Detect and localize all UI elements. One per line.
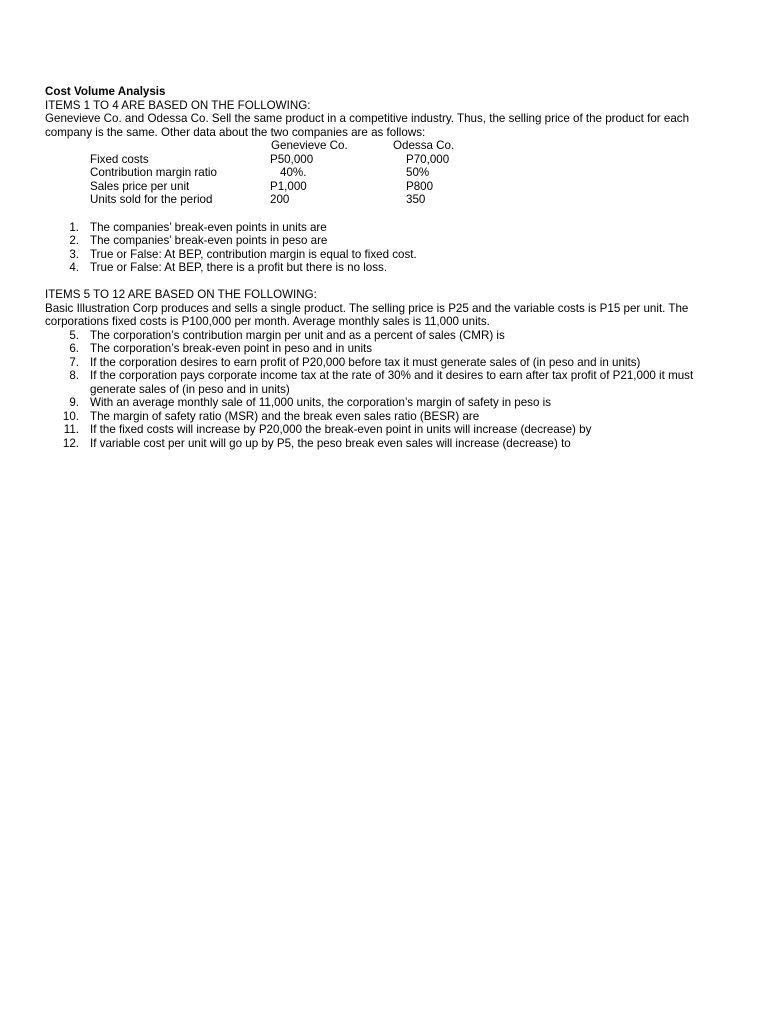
item-number: 11.	[63, 423, 79, 436]
item-number: 7.	[69, 355, 79, 369]
item-number: 10.	[62, 409, 79, 423]
row-label: Contribution margin ratio	[90, 166, 217, 179]
document-title: Cost Volume Analysis	[45, 85, 166, 98]
table-row	[45, 180, 725, 194]
item-number: 12.	[62, 436, 79, 450]
question-list-1	[45, 221, 725, 275]
column-header-genevieve: Genevieve Co.	[271, 139, 348, 152]
genevieve-value: P50,000	[270, 152, 314, 166]
list-item	[45, 423, 725, 437]
genevieve-value: 40%.	[280, 166, 307, 179]
item-text: If variable cost per unit will go up by P5, the peso break even sales will increase (decrease) to	[90, 436, 571, 450]
item-text: The companies’ break-even points in units are	[90, 220, 327, 234]
item-number: 2.	[69, 234, 79, 247]
item-text: The companies’ break-even points in peso are	[90, 234, 328, 247]
item-number: 4.	[69, 261, 79, 274]
list-item	[45, 437, 725, 451]
item-text: True or False: At BEP, contribution margin is equal to fixed cost.	[90, 247, 417, 261]
document-page	[45, 85, 725, 450]
list-item	[45, 410, 725, 424]
spacer	[45, 207, 725, 221]
item-number: 1.	[69, 220, 79, 234]
genevieve-value: P1,000	[270, 179, 307, 193]
list-item	[45, 248, 725, 262]
list-item	[45, 396, 725, 410]
table-row	[45, 153, 725, 167]
section2-heading: ITEMS 5 TO 12 ARE BASED ON THE FOLLOWING:	[45, 288, 317, 301]
list-item	[45, 342, 725, 356]
odessa-value: P70,000	[406, 152, 450, 166]
list-item	[45, 356, 725, 370]
company-data-table	[45, 139, 725, 207]
item-text: The margin of safety ratio (MSR) and the break even sales ratio (BESR) are	[90, 409, 480, 423]
item-text: The corporation’s break-even point in peso and in units	[90, 342, 373, 355]
item-text: If the corporation pays corporate income tax at the rate of 30% and it desires to earn after tax profit of P21,000 it must generate sales of (in peso and in units)	[90, 369, 694, 396]
odessa-value: P800	[406, 179, 434, 193]
item-number: 6.	[69, 342, 79, 355]
table-header-row	[45, 139, 725, 153]
row-label: Units sold for the period	[90, 193, 213, 206]
table-row	[45, 193, 725, 207]
section2-intro: Basic Illustration Corp produces and sells a single product. The selling price is P25 and the variable costs is P15 per unit. The corporations fixed costs is P100,000 per month. Average monthly sales is 11,000 units.	[45, 301, 689, 328]
item-text: True or False: At BEP, there is a profit but there is no loss.	[90, 261, 388, 274]
section1-intro: Genevieve Co. and Odessa Co. Sell the same product in a competitive industry. Thus, the selling price of the product for each company is the same. Other data about the two companies are as follows:	[45, 112, 690, 139]
odessa-value: 50%	[406, 166, 430, 179]
section1-heading: ITEMS 1 TO 4 ARE BASED ON THE FOLLOWING:	[45, 98, 311, 112]
item-number: 3.	[69, 247, 79, 261]
list-item	[45, 369, 725, 396]
question-list-2	[45, 329, 725, 451]
list-item	[45, 234, 725, 248]
item-text: If the fixed costs will increase by P20,000 the break-even point in units will increase (decrease) by	[90, 423, 592, 436]
row-label: Sales price per unit	[90, 179, 190, 193]
list-item	[45, 261, 725, 275]
item-number: 8.	[69, 369, 79, 382]
item-text: If the corporation desires to earn profit of P20,000 before tax it must generate sales of (in peso and in units)	[90, 355, 641, 369]
list-item	[45, 329, 725, 343]
row-label: Fixed costs	[90, 152, 149, 166]
table-row	[45, 166, 725, 180]
column-header-odessa: Odessa Co.	[393, 139, 455, 152]
item-text: With an average monthly sale of 11,000 units, the corporation’s margin of safety in peso is	[90, 396, 551, 409]
item-number: 9.	[69, 396, 79, 409]
list-item	[45, 221, 725, 235]
item-number: 5.	[69, 328, 79, 342]
odessa-value: 350	[406, 193, 426, 206]
item-text: The corporation’s contribution margin per unit and as a percent of sales (CMR) is	[90, 328, 505, 342]
genevieve-value: 200	[270, 193, 290, 206]
spacer	[45, 275, 725, 289]
